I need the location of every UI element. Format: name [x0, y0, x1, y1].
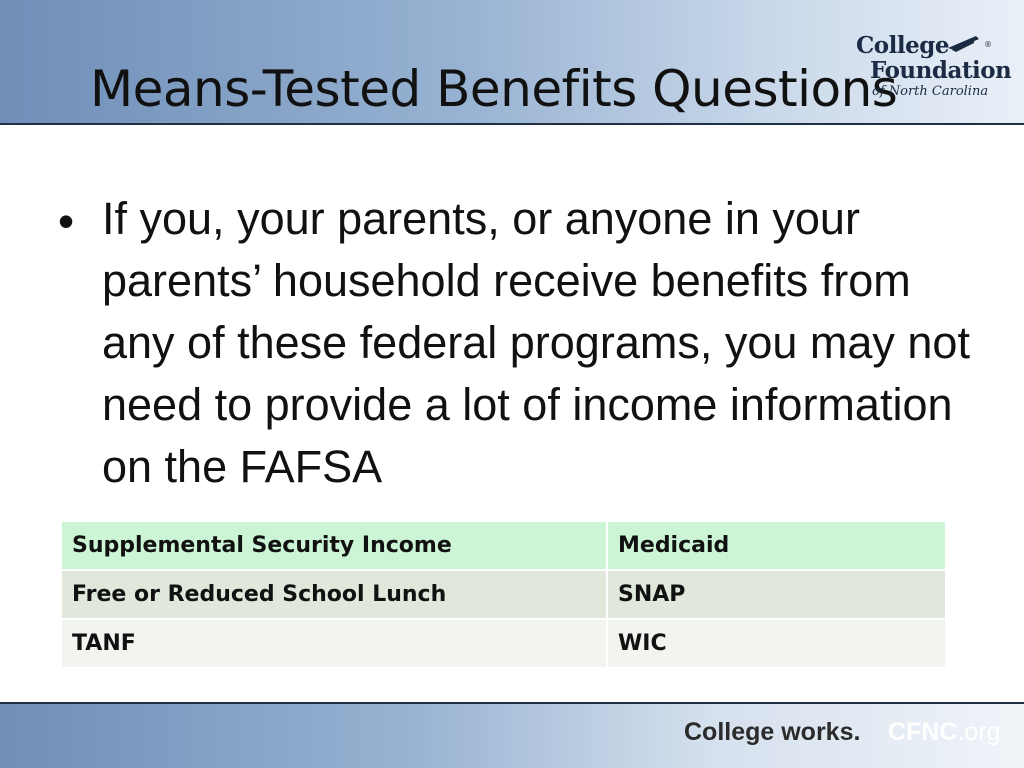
table-cell: WIC — [607, 619, 946, 668]
bullet-text: If you, your parents, or anyone in your parents’ household receive benefits from any of these federal programs, you may not need to provide a lot of income information on the FAFSA — [102, 193, 970, 492]
logo-line-2: Foundation — [870, 57, 1012, 84]
footer-band — [0, 704, 1024, 768]
table-cell: Supplemental Security Income — [61, 521, 607, 570]
table-cell: SNAP — [607, 570, 946, 619]
table-cell: TANF — [61, 619, 607, 668]
table-row — [61, 521, 946, 570]
footer-site-logo — [888, 718, 1001, 747]
table-row — [61, 570, 946, 619]
footer-site-suffix: .org — [957, 718, 1001, 746]
table-row — [61, 619, 946, 668]
logo-line-3: of North Carolina — [872, 84, 989, 99]
registered-mark: ® — [984, 40, 992, 49]
logo-line-1: College — [856, 32, 949, 59]
footer-site-name: CFNC — [888, 718, 958, 746]
mortarboard-icon — [946, 34, 980, 56]
table-cell: Free or Reduced School Lunch — [61, 570, 607, 619]
header-divider — [0, 123, 1024, 125]
programs-table — [60, 520, 947, 669]
cfnc-logo — [856, 32, 1012, 106]
slide-title: Means-Tested Benefits Questions — [90, 60, 898, 118]
footer-tagline: College works. — [684, 718, 861, 746]
table-cell: Medicaid — [607, 521, 946, 570]
bullet-marker: • — [58, 195, 75, 247]
